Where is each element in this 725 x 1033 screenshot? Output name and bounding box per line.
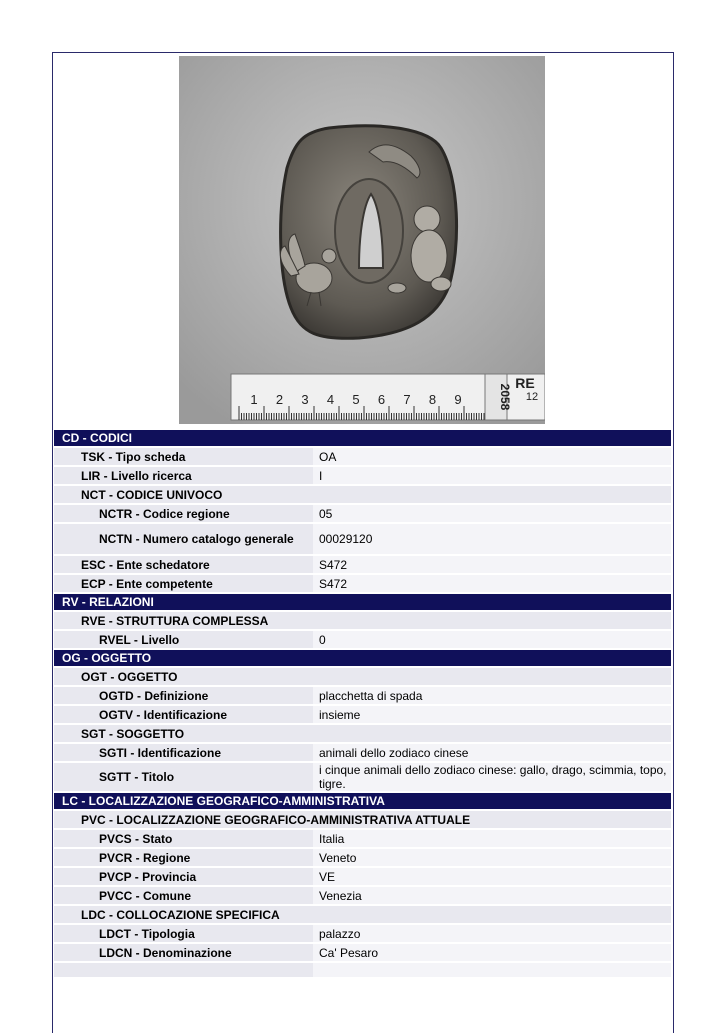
field-key: NCTN - Numero catalogo generale (54, 524, 313, 554)
field-row (54, 925, 671, 942)
subsection-label: NCT - CODICE UNIVOCO (54, 486, 671, 503)
subsection-row (54, 725, 671, 742)
field-value: 0 (313, 631, 671, 648)
empty-row (54, 963, 671, 977)
field-key: SGTI - Identificazione (54, 744, 313, 761)
field-row (54, 887, 671, 904)
field-value: OA (313, 448, 671, 465)
subsection-label: RVE - STRUTTURA COMPLESSA (54, 612, 671, 629)
catalog-sheet (54, 428, 671, 979)
section-header-label: CD - CODICI (54, 430, 671, 446)
field-value: 05 (313, 505, 671, 522)
field-value: Ca' Pesaro (313, 944, 671, 961)
field-row (54, 524, 671, 554)
field-key: PVCS - Stato (54, 830, 313, 847)
field-row (54, 505, 671, 522)
field-key: TSK - Tipo scheda (54, 448, 313, 465)
field-key: PVCR - Regione (54, 849, 313, 866)
ruler-number: 7 (403, 392, 411, 407)
field-key: RVEL - Livello (54, 631, 313, 648)
field-value: insieme (313, 706, 671, 723)
field-value: S472 (313, 556, 671, 573)
field-key: ESC - Ente schedatore (54, 556, 313, 573)
subsection-label: SGT - SOGGETTO (54, 725, 671, 742)
field-value: animali dello zodiaco cinese (313, 744, 671, 761)
field-value: palazzo (313, 925, 671, 942)
ruler-number: 8 (428, 392, 437, 407)
field-row (54, 448, 671, 465)
subsection-row (54, 486, 671, 503)
ruler-number: 6 (377, 392, 386, 407)
ruler-tag: 2058 (498, 383, 512, 411)
field-row (54, 706, 671, 723)
field-key: PVCC - Comune (54, 887, 313, 904)
subsection-label: OGT - OGGETTO (54, 668, 671, 685)
field-value: i cinque animali dello zodiaco cinese: gallo, drago, scimmia, topo, tigre. (313, 763, 671, 791)
field-value: Italia (313, 830, 671, 847)
field-row (54, 868, 671, 885)
ruler-end-label: 12 (525, 391, 539, 403)
object-photo (179, 56, 545, 424)
field-key: LDCT - Tipologia (54, 925, 313, 942)
field-row (54, 849, 671, 866)
ruler-number: 2 (275, 392, 284, 407)
field-row (54, 467, 671, 484)
ruler-number: 1 (250, 392, 258, 407)
field-key: PVCP - Provincia (54, 868, 313, 885)
field-value: Venezia (313, 887, 671, 904)
field-value: I (313, 467, 671, 484)
subsection-row (54, 811, 671, 828)
field-key: SGTT - Titolo (54, 763, 313, 791)
field-key: LIR - Livello ricerca (54, 467, 313, 484)
field-row (54, 744, 671, 761)
section-header (54, 650, 671, 666)
subsection-label: PVC - LOCALIZZAZIONE GEOGRAFICO-AMMINISTRATIVA ATTUALE (54, 811, 671, 828)
section-header-label: OG - OGGETTO (54, 650, 671, 666)
field-key: OGTV - Identificazione (54, 706, 313, 723)
field-row (54, 830, 671, 847)
field-value: S472 (313, 575, 671, 592)
field-value: VE (313, 868, 671, 885)
field-row (54, 556, 671, 573)
subsection-row (54, 668, 671, 685)
ruler-number: 4 (326, 392, 335, 407)
ruler-stamp: RE (515, 375, 535, 391)
ruler-number: 5 (352, 392, 360, 407)
subsection-row (54, 906, 671, 923)
subsection-label: LDC - COLLOCAZIONE SPECIFICA (54, 906, 671, 923)
field-row (54, 944, 671, 961)
field-value: 00029120 (313, 524, 671, 554)
rat-figure (388, 283, 406, 293)
field-row (54, 763, 671, 791)
subsection-row (54, 612, 671, 629)
ruler-number: 3 (301, 392, 309, 407)
field-key: OGTD - Definizione (54, 687, 313, 704)
field-key: NCTR - Codice regione (54, 505, 313, 522)
field-value: placchetta di spada (313, 687, 671, 704)
ruler-number: 9 (454, 392, 462, 407)
field-row (54, 575, 671, 592)
field-key: ECP - Ente competente (54, 575, 313, 592)
section-header (54, 430, 671, 446)
section-header-label: LC - LOCALIZZAZIONE GEOGRAFICO-AMMINISTRATIVA (54, 793, 671, 809)
field-key: LDCN - Denominazione (54, 944, 313, 961)
section-header (54, 594, 671, 610)
section-header (54, 793, 671, 809)
field-row (54, 631, 671, 648)
field-value: Veneto (313, 849, 671, 866)
ruler (231, 374, 545, 420)
section-header-label: RV - RELAZIONI (54, 594, 671, 610)
field-row (54, 687, 671, 704)
